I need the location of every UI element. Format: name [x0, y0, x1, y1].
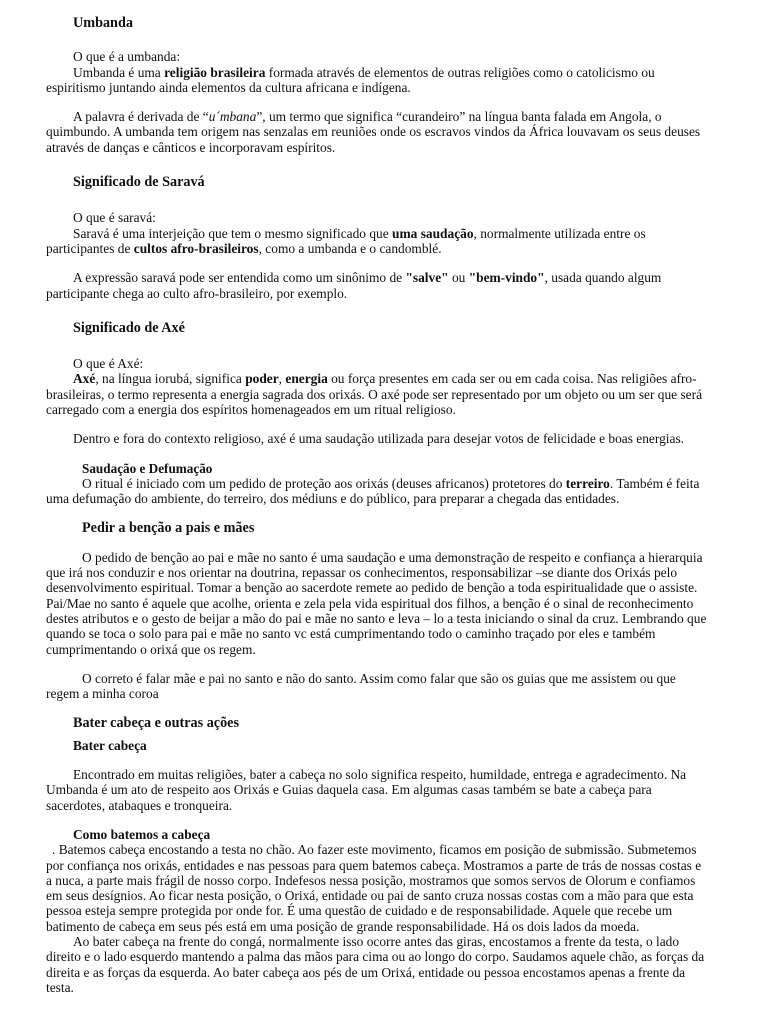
heading-axe: Significado de Axé — [73, 319, 185, 336]
paragraph-umbanda-definition: Umbanda é uma religião brasileira formada através de elementos de outras religiões como o catolicismo ou espiritismo juntando ainda elementos da cultura africana e indígena. — [46, 64, 655, 95]
paragraph-umbanda-origin: A palavra é derivada de “u´mbana”, um termo que significa “curandeiro” na língua banta falada em Angola, o quimbundo. A umbanda tem origem nas senzalas em reuniões onde os escravos vindos da África louvavam os seus deuses através de danças e cânticos e incorporavam espíritos. — [46, 109, 701, 155]
heading-umbanda: Umbanda — [73, 15, 133, 31]
paragraph-ritual: O ritual é iniciado com um pedido de proteção aos orixás (deuses africanos) protetores do terreiro. Também é feita uma defumação do ambiente, do terreiro, dos médiuns e do público, para preparar a chegada das entidades. — [46, 475, 700, 507]
paragraph-bencao-respeito: O pedido de benção ao pai e mãe no santo é uma saudação e uma demonstração de respeito e confiança a hierarquia que irá nos conduzir e nos orientar na doutrina, repassar os conhecimentos, responsabilizar –se diante dos Orixás pelo desenvolvimento espiritual. Tomar a benção ao sacerdote remete ao pedido de benção a toda espiritualidade que o assiste. Pai/Mae no santo é aquele que acolhe, orienta e zela pela vida espiritual dos filhos, a benção é o sinal de reconhecimento destes atributos e o gesto de beijar a mão do pai e mãe no santo e leva – lo a testa iniciando o sinal da cruz. Lembrando que quando se toca o solo para pai e mãe no santo vc está cumprimentando todo o caminho traçado por eles e também cumprimentando o orixá que os regem. — [46, 549, 707, 657]
paragraph-axe-definition: Axé, na língua iorubá, significa poder, energia ou força presentes em cada ser ou em cada coisa. Nas religiões afro-brasileiras, o termo representa a energia sagrada dos orixás. O axé pode ser representado por um objeto ou um ser que será carregado com a energia dos espíritos homenageados em um ritual religioso. — [46, 371, 703, 418]
question-axe: O que é Axé: — [73, 356, 144, 372]
heading-pedir-bencao: Pedir a benção a pais e mães — [82, 519, 255, 536]
paragraph-sarava-synonym: A expressão saravá pode ser entendida como um sinônimo de "salve" ou "bem-vindo", usada quando algum participante chega ao culto afro-brasileiro, por exemplo. — [46, 270, 662, 301]
paragraph-conga: Ao bater cabeça na frente do congá, normalmente isso ocorre antes das giras, encostamos a frente da testa, o lado direito e o lado esquerdo mantendo a palma das mãos para cima ou ao longo do corpo. Saudamos aquele chão, as forças da direita e as forças da esquerda. Ao bater cabeça aos pés de um Orixá, entidade ou pessoa encostamos apenas a frente da testa. — [46, 934, 705, 995]
question-umbanda: O que é a umbanda: — [73, 49, 181, 65]
heading-bater-cabeca-acoes: Bater cabeça e outras ações — [73, 714, 239, 731]
paragraph-bater-cabeca-significado: Encontrado em muitas religiões, bater a cabeça no solo significa respeito, humildade, entrega e agradecimento. Na Umbanda é um ato de respeito aos Orixás e Guias daquela casa. Em algumas casas também se bate a cabeça para sacerdotes, atabaques e tronqueira. — [46, 767, 687, 813]
heading-sarava: Significado de Saravá — [73, 174, 205, 191]
paragraph-axe-greeting: Dentro e fora do contexto religioso, axé é uma saudação utilizada para desejar votos de felicidade e boas energias. — [73, 431, 685, 447]
subheading-como-batemos: Como batemos a cabeça — [73, 826, 211, 842]
paragraph-como-batemos: . Batemos cabeça encostando a testa no chão. Ao fazer este movimento, ficamos em posição de submissão. Submetemos por confiança nos orixás, entidades e nas pessoas para quem batemos cabeça. Mostramos a parte de trás de nossas costas e a nuca, a parte mais frágil de nosso corpo. Indefesos nessa posição, mostramos que somos servos de Olorum e confiamos em seus desígnios. Ao ficar nesta posição, o Orixá, entidade ou pai de santo cruza nossas costas com a mão para que esta pessoa esteja sempre protegida por onde for. É uma questão de cuidado e de responsabilidade. Aquele que recebe um batimento de cabeça em seus pés está em uma posição de grande responsabilidade. Há os dois lados da moeda. — [46, 842, 702, 934]
heading-saudacao-defumacao: Saudação e Defumação — [82, 460, 213, 476]
paragraph-sarava-definition: Saravá é uma interjeição que tem o mesmo significado que uma saudação, normalmente utilizada entre os participantes de cultos afro-brasileiros, como a umbanda e o candomblé. — [46, 225, 646, 256]
paragraph-bencao-correto: O correto é falar mãe e pai no santo e não do santo. Assim como falar que são os guias que me assistem ou que regem a minha coroa — [46, 670, 676, 702]
question-sarava: O que é saravá: — [73, 210, 156, 226]
subheading-bater-cabeca: Bater cabeça — [73, 737, 147, 753]
